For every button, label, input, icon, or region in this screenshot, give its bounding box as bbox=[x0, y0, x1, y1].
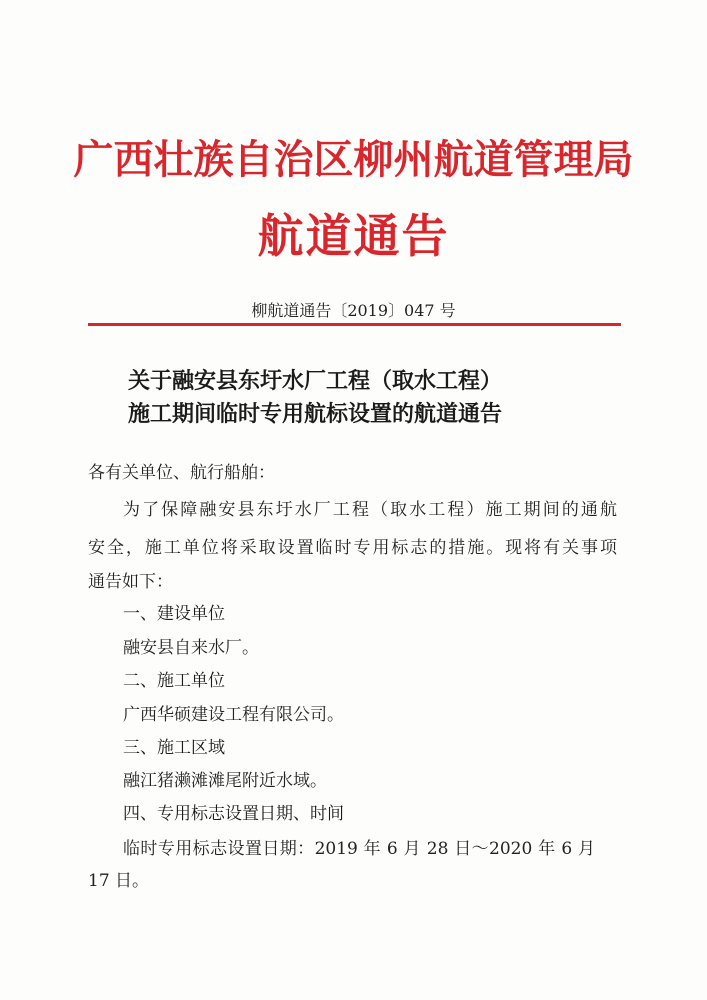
salutation: 各有关单位、航行船舶： bbox=[88, 463, 275, 483]
section-heading-marker-schedule: 四、专用标志设置日期、时间 bbox=[123, 804, 344, 824]
intro-paragraph-line-3: 通告如下： bbox=[88, 572, 173, 592]
section-heading-construction-owner: 一、建设单位 bbox=[123, 604, 225, 624]
section-content-construction-owner: 融安县自来水厂。 bbox=[123, 638, 259, 658]
section-content-marker-schedule: 临时专用标志设置日期：2019 年 6 月 28 日～2020 年 6 月 bbox=[123, 839, 595, 859]
document-subject bbox=[128, 365, 648, 431]
subject-line-1: 关于融安县东圩水厂工程（取水工程） bbox=[128, 368, 503, 394]
section-content-construction-area: 融江猪濑滩滩尾附近水域。 bbox=[123, 771, 327, 791]
subject-line-2: 施工期间临时专用航标设置的航道通告 bbox=[128, 401, 503, 427]
intro-paragraph-line-2: 安全，施工单位将采取设置临时专用标志的措施。现将有关事项 bbox=[88, 538, 617, 558]
red-divider-line bbox=[88, 323, 621, 326]
section-heading-contractor: 二、施工单位 bbox=[123, 671, 225, 691]
section-content-contractor: 广西华硕建设工程有限公司。 bbox=[123, 705, 344, 725]
document-number: 柳航道通告〔2019〕047 号 bbox=[251, 301, 456, 320]
issuing-organization-title: 广西壮族自治区柳州航道管理局 bbox=[73, 136, 634, 183]
document-type-title: 航道通告 bbox=[257, 209, 450, 263]
section-content-marker-schedule-continued: 17 日。 bbox=[88, 871, 150, 891]
section-heading-construction-area: 三、施工区域 bbox=[123, 738, 225, 758]
intro-paragraph-line-1: 为了保障融安县东圩水厂工程（取水工程）施工期间的通航 bbox=[123, 500, 617, 520]
